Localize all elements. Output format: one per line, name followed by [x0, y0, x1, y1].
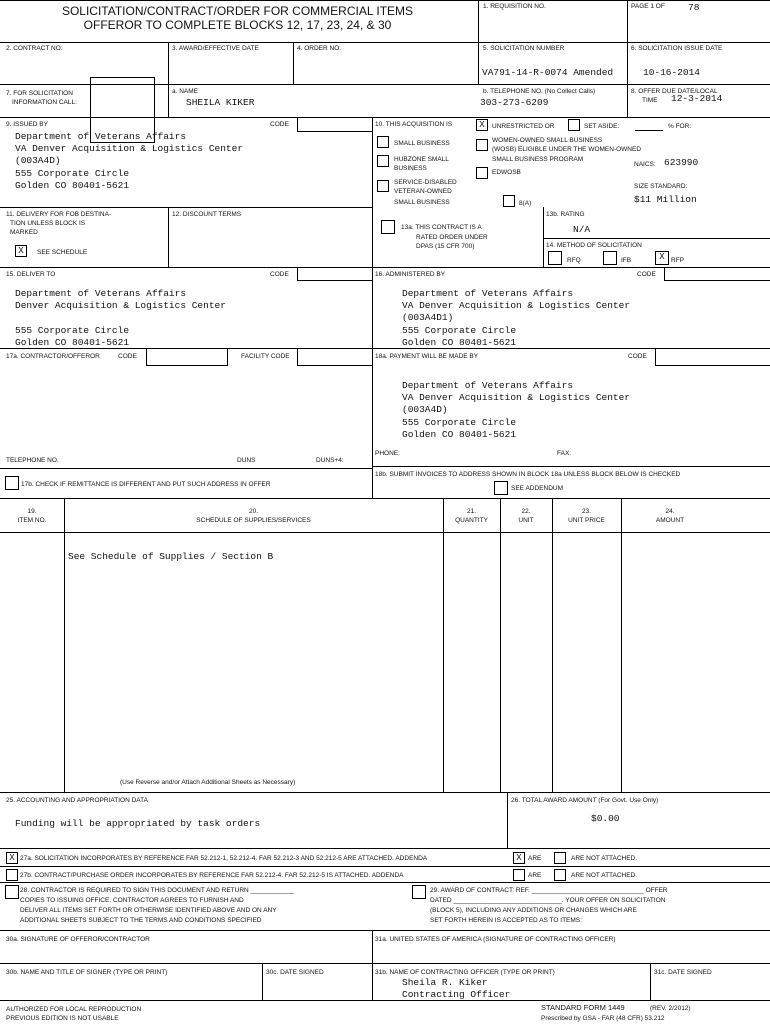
wosb-label-2: (WOSB) ELIGIBLE UNDER THE WOMEN-OWNED [492, 146, 642, 153]
rule [0, 0, 770, 1]
phone-label: PHONE: [375, 450, 400, 457]
discount-terms-label: 12. DISCOUNT TERMS [172, 211, 242, 218]
29-line: DATED ______________________________. YOUR OFFER ON SOLICITATION [430, 897, 666, 904]
remittance-checkbox[interactable] [5, 476, 19, 490]
form-title-line2: OFFEROR TO COMPLETE BLOCKS 12, 17, 23, 24, & 30 [83, 18, 392, 32]
officer-title: Contracting Officer [402, 989, 511, 1000]
rule [621, 498, 622, 792]
award-date-label: 3. AWARD/EFFECTIVE DATE [172, 45, 259, 52]
facility-code-field[interactable] [297, 348, 373, 366]
footer-previous-edition: PREVIOUS EDITION IS NOT USABLE [6, 1015, 119, 1022]
sdvosb-label: SERVICE-DISABLED [394, 179, 457, 186]
28-line: 28. CONTRACTOR IS REQUIRED TO SIGN THIS DOCUMENT AND RETURN ____________ [20, 887, 294, 894]
sdvosb-label-2: VETERAN-OWNED [394, 188, 452, 195]
rule [0, 848, 770, 849]
rule [0, 1000, 770, 1001]
rule [0, 498, 770, 499]
unrestricted-label: UNRESTRICTED OR [492, 123, 555, 130]
27a-checkbox[interactable]: X [6, 852, 18, 864]
deliver-to-code-label: CODE [270, 271, 289, 278]
address-line: Department of Veterans Affairs [15, 131, 187, 142]
method-label: 14. METHOD OF SOLICITATION [546, 242, 642, 249]
rule [443, 498, 444, 792]
ifb-checkbox[interactable] [603, 251, 617, 265]
rule [500, 498, 501, 792]
27b-checkbox[interactable] [6, 869, 18, 881]
issued-by-label: 9. ISSUED BY [6, 121, 48, 128]
contact-name-label: a. NAME [172, 88, 199, 95]
officer-name: Sheila R. Kiker [402, 977, 488, 988]
payment-by-code-label: CODE [628, 353, 647, 360]
schedule-entry: See Schedule of Supplies / Section B [68, 551, 274, 562]
signer-name-label: 30b. NAME AND TITLE OF SIGNER (TYPE OR PRINT) [6, 969, 168, 976]
col-unit-price-num: 23. [581, 508, 592, 515]
rule [0, 468, 372, 469]
total-award-label: 26. TOTAL AWARD AMOUNT (For Govt. Use Only) [511, 797, 659, 804]
solicitation-number: VA791-14-R-0074 Amended [482, 67, 614, 78]
submit-invoices-label: 18b. SUBMIT INVOICES TO ADDRESS SHOWN IN BLOCK 18a UNLESS BLOCK BELOW IS CHECKED [375, 471, 681, 478]
administered-by-address [402, 288, 630, 349]
sdvosb-label-3: SMALL BUSINESS [394, 199, 450, 206]
rule [0, 866, 770, 867]
order-number-label: 4. ORDER NO. [297, 45, 342, 52]
29-line: 29. AWARD OF CONTRACT: REF. _______________________________ OFFER [430, 887, 668, 894]
28-line: DELIVER ALL ITEMS SET FORTH OR OTHERWISE IDENTIFIED ABOVE AND ON ANY [20, 907, 277, 914]
delivery-label: 11. DELIVERY FOR FOB DESTINA- [6, 211, 112, 218]
delivery-label-3: MARKED [10, 229, 38, 236]
rule [543, 238, 770, 239]
setaside-checkbox[interactable] [568, 119, 580, 131]
address-line: (003A4D) [15, 155, 61, 167]
ifb-label: IFB [621, 257, 632, 264]
address-line: Golden CO 80401-5621 [15, 179, 130, 191]
col-unit-price: UNIT PRICE [568, 517, 605, 524]
payment-by-address [402, 380, 630, 441]
address-line: VA Denver Acquisition & Logistics Center [402, 392, 631, 404]
see-schedule-checkbox[interactable]: X [15, 245, 27, 257]
prescribed-by: Prescribed by GSA - FAR (48 CFR) 53.212 [541, 1015, 665, 1022]
info-call-label-2: INFORMATION CALL: [12, 99, 77, 106]
27a-not-attached-checkbox[interactable] [554, 852, 566, 864]
offer-due-date: 12-3-2014 [671, 93, 723, 104]
edwosb-checkbox[interactable] [476, 167, 488, 179]
eight-a-label: 8(A) [519, 200, 532, 207]
rfp-label: RFP [671, 257, 684, 264]
deliver-to-address [15, 288, 226, 349]
acquisition-label: 10. THIS ACQUISITION IS [375, 121, 453, 128]
contact-name: SHEILA KIKER [186, 97, 255, 108]
administered-by-code-field[interactable] [664, 267, 770, 281]
contractor-code-field[interactable] [146, 348, 228, 366]
deliver-to-label: 15. DELIVER TO [6, 271, 56, 278]
address-line: 555 Corporate Circle [15, 167, 130, 179]
rule [543, 207, 544, 267]
page-label: PAGE 1 OF [631, 3, 665, 10]
rule [262, 963, 263, 1000]
col-quantity: QUANTITY [455, 517, 488, 524]
issue-date: 10-16-2014 [643, 67, 701, 78]
deliver-to-code-field[interactable] [297, 267, 373, 281]
rfp-checkbox[interactable]: X [655, 251, 669, 265]
28-line: COPIES TO ISSUING OFFICE. CONTRACTOR AGREES TO FURNISH AND [20, 897, 244, 904]
rated-order-checkbox[interactable] [381, 220, 395, 234]
sdvosb-checkbox[interactable] [377, 180, 389, 192]
address-line: VA Denver Acquisition & Logistics Center [402, 300, 631, 312]
offer-due-label: 8. OFFER DUE DATE/LOCAL [631, 88, 718, 95]
telephone-label: b. TELEPHONE NO. (No Collect Calls) [483, 88, 596, 95]
requisition-label: 1. REQUISITION NO. [483, 3, 546, 10]
address-line: Department of Veterans Affairs [402, 380, 574, 391]
address-line: 555 Corporate Circle [15, 324, 130, 336]
form-revision: (REV. 2/2012) [650, 1005, 691, 1012]
hubzone-label: HUBZONE SMALL [394, 156, 449, 163]
col-amount: AMOUNT [655, 517, 685, 524]
address-line: Golden CO 80401-5621 [402, 428, 517, 440]
address-line: Department of Veterans Affairs [15, 288, 187, 299]
officer-name-label: 31b. NAME OF CONTRACTING OFFICER (TYPE OR PRINT) [375, 969, 555, 976]
info-call-label: 7. FOR SOLICITATION [6, 90, 73, 97]
col-unit: UNIT [518, 517, 534, 524]
small-business-checkbox[interactable] [377, 136, 389, 148]
form-number: STANDARD FORM 1449 [541, 1003, 625, 1012]
rfq-checkbox[interactable] [548, 251, 562, 265]
rule [0, 532, 770, 533]
27a-text: 27a. SOLICITATION INCORPORATES BY REFERENCE FAR 52.212-1, 52.212-4. FAR 52.212-3 AND 52.212-5 ARE ATTACHED. ADDENDA [20, 855, 428, 862]
rule [0, 267, 770, 268]
rule [0, 882, 770, 883]
setaside-label: SET ASIDE: [584, 123, 620, 130]
address-line: 555 Corporate Circle [402, 416, 517, 428]
col-unit-num: 22. [521, 508, 531, 515]
accounting-data: Funding will be appropriated by task orders [15, 818, 261, 829]
hubzone-checkbox[interactable] [377, 155, 389, 167]
27b-not-attached-label: ARE NOT ATTACHED. [571, 872, 638, 879]
payment-by-label: 18a. PAYMENT WILL BE MADE BY [375, 353, 479, 360]
rule [64, 498, 65, 792]
small-business-label: SMALL BUSINESS [394, 140, 450, 147]
rule [372, 466, 770, 467]
see-addendum-checkbox[interactable] [494, 481, 508, 495]
rule [372, 117, 373, 498]
contractor-code-label: CODE [118, 353, 137, 360]
offer-due-time-label: TIME [642, 97, 658, 104]
address-line: VA Denver Acquisition & Logistics Center [15, 143, 244, 155]
rule [293, 42, 294, 84]
address-line: Golden CO 80401-5621 [15, 336, 130, 348]
address-line: 555 Corporate Circle [402, 324, 517, 336]
28-line: ADDITIONAL SHEETS SUBJECT TO THE TERMS AND CONDITIONS SPECIFIED [20, 917, 262, 924]
naics-code: 623990 [664, 157, 699, 168]
page-total: 78 [688, 2, 700, 13]
edwosb-label: EDWOSB [492, 169, 521, 176]
schedule-footer-note: (Use Reverse and/or Attach Additional Sheets as Necessary) [120, 779, 296, 786]
contractor-telephone-label: TELEPHONE NO. [6, 457, 59, 464]
contract-number-label: 2. CONTRACT NO. [6, 45, 63, 52]
footer-reproduction: AUTHORIZED FOR LOCAL REPRODUCTION [6, 1006, 142, 1013]
issued-by-code-field[interactable] [297, 118, 373, 132]
rule [0, 963, 770, 964]
solicitation-number-label: 5. SOLICITATION NUMBER [483, 45, 565, 52]
fax-label: FAX: [557, 450, 572, 457]
27b-not-attached-checkbox[interactable] [554, 869, 566, 881]
rule [372, 930, 373, 1000]
accounting-label: 25. ACCOUNTING AND APPROPRIATION DATA [6, 797, 148, 804]
total-award-amount: $0.00 [591, 813, 620, 824]
27b-are-checkbox[interactable] [513, 869, 525, 881]
wosb-label-3: SMALL BUSINESS PROGRAM [492, 156, 584, 163]
offeror-signature-label: 30a. SIGNATURE OF OFFEROR/CONTRACTOR [6, 936, 150, 943]
rule [0, 207, 372, 208]
rule [168, 207, 169, 267]
administered-by-code-label: CODE [637, 271, 656, 278]
col-quantity-num: 21. [466, 508, 477, 515]
eight-a-checkbox[interactable] [503, 195, 515, 207]
rule [168, 42, 169, 117]
address-line: Department of Veterans Affairs [402, 288, 574, 299]
delivery-label-2: TION UNLESS BLOCK IS [10, 220, 86, 227]
issued-by-address [15, 131, 243, 192]
29-line: (BLOCK 5), INCLUDING ANY ADDITIONS OR CHANGES WHICH ARE [430, 907, 637, 914]
rfq-label: RFQ [567, 257, 581, 264]
administered-by-label: 16. ADMINISTERED BY [375, 271, 446, 278]
form-title-line1: SOLICITATION/CONTRACT/ORDER FOR COMMERCIAL ITEMS [61, 4, 414, 18]
rule [0, 792, 770, 793]
rated-order-label: 13a. THIS CONTRACT IS A [401, 224, 482, 231]
officer-signature-label: 31a. UNITED STATES OF AMERICA (SIGNATURE OF CONTRACTING OFFICER) [375, 936, 616, 943]
rating-label: 13b. RATING [546, 211, 585, 218]
27b-are-label: ARE [528, 872, 542, 879]
rated-order-label-2: RATED ORDER UNDER [416, 234, 488, 241]
rule [478, 0, 479, 84]
wosb-label: WOMEN-OWNED SMALL BUSINESS [492, 137, 603, 144]
percent-for-label: % FOR: [668, 123, 692, 130]
27a-are-checkbox[interactable]: X [513, 852, 525, 864]
duns-label: DUNS [237, 457, 256, 464]
size-standard: $11 Million [634, 194, 697, 205]
naics-label: NAICS: [634, 161, 656, 168]
rule [627, 0, 628, 117]
issued-by-code-label: CODE [270, 121, 289, 128]
29-checkbox[interactable] [412, 885, 426, 899]
contractor-label: 17a. CONTRACTOR/OFFEROR [6, 353, 100, 360]
remittance-label: 17b. CHECK IF REMITTANCE IS DIFFERENT AND PUT SUCH ADDRESS IN OFFER [21, 481, 271, 488]
address-line [15, 312, 226, 324]
27a-are-label: ARE [528, 855, 542, 862]
wosb-checkbox[interactable] [476, 139, 488, 151]
28-checkbox[interactable] [5, 885, 19, 899]
telephone: 303-273-6209 [480, 97, 549, 108]
rule [507, 792, 508, 848]
duns4-label: DUNS+4: [316, 457, 344, 464]
signer-date-label: 30c. DATE SIGNED [266, 969, 324, 976]
rating-value: N/A [573, 224, 591, 235]
payment-by-code-field[interactable] [655, 348, 770, 366]
officer-date-label: 31c. DATE SIGNED [654, 969, 712, 976]
see-addendum-label: SEE ADDENDUM [511, 485, 564, 492]
29-line: SET FORTH HEREIN IS ACCEPTED AS TO ITEMS: [430, 917, 582, 924]
col-amount-num: 24. [665, 508, 675, 515]
setaside-percent-line [635, 130, 663, 131]
hubzone-label-2: BUSINESS [394, 165, 427, 172]
rule [0, 42, 770, 43]
address-line: (003A4D) [402, 404, 448, 416]
rule [650, 963, 651, 1000]
col-schedule-num: 20. [248, 508, 259, 515]
rule [552, 498, 553, 792]
27a-not-attached-label: ARE NOT ATTACHED. [571, 855, 638, 862]
col-item-no: ITEM NO. [17, 517, 47, 524]
see-schedule-label: SEE SCHEDULE [37, 249, 88, 256]
rated-order-label-3: DPAS (15 CFR 700) [416, 243, 475, 250]
address-line: Golden CO 80401-5621 [402, 336, 517, 348]
issue-date-label: 6. SOLICITATION ISSUE DATE [631, 45, 723, 52]
col-schedule: SCHEDULE OF SUPPLIES/SERVICES [196, 517, 311, 524]
address-line: (003A4D1) [402, 312, 454, 324]
unrestricted-checkbox[interactable]: X [476, 119, 488, 131]
facility-code-label: FACILITY CODE [241, 353, 290, 360]
col-item-no-num: 19. [27, 508, 37, 515]
27b-text: 27b. CONTRACT/PURCHASE ORDER INCORPORATES BY REFERENCE FAR 52.212-4. FAR 52.212-5 IS ATTACHED. ADDENDA [20, 872, 404, 879]
size-standard-label: SIZE STANDARD: [634, 183, 688, 190]
rule [0, 930, 770, 931]
address-line: Denver Acquisition & Logistics Center [15, 300, 226, 312]
